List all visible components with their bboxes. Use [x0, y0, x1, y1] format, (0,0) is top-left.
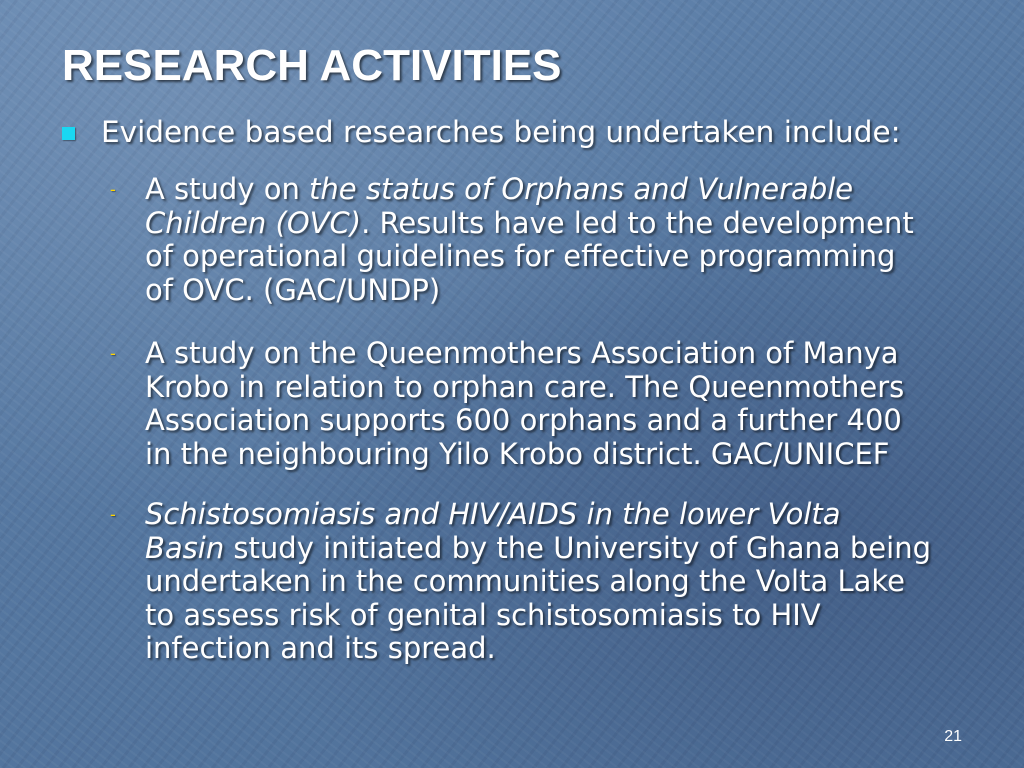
- text-run: study initiated by the University of Ghana being: [224, 530, 931, 565]
- text-run: in the neighbouring Yilo Krobo district. GAC/UNICEF: [145, 436, 890, 471]
- text-run: A study on: [145, 172, 310, 206]
- text-line: [145, 207, 995, 241]
- text-line: [145, 599, 995, 633]
- text-run: of OVC. (GAC/UNDP): [145, 272, 441, 307]
- text-line: [145, 240, 995, 274]
- text-line: [145, 438, 995, 472]
- text-line: [145, 404, 995, 438]
- dash-bullet-icon: -: [110, 344, 116, 363]
- italic-text-run: Schistosomiasis and HIV/AIDS in the lower Volta: [145, 497, 841, 531]
- text-line: [145, 532, 995, 566]
- text-run: of operational guidelines for effective programming: [145, 239, 896, 273]
- text-line: [145, 337, 995, 371]
- dash-bullet-icon: -: [110, 180, 116, 199]
- sub-bullet-text: [145, 173, 995, 307]
- text-line: [145, 565, 995, 599]
- text-line: [145, 274, 995, 308]
- main-bullet-text: Evidence based researches being undertaken include:: [101, 115, 901, 149]
- text-line: [145, 173, 995, 207]
- square-bullet-icon: [62, 127, 75, 140]
- sub-bullet-text: [145, 498, 995, 666]
- text-line: [145, 371, 995, 405]
- dash-bullet-icon: -: [110, 505, 116, 524]
- text-run: . Results have led to the development: [361, 205, 914, 240]
- italic-text-run: the status of Orphans and Vulnerable: [309, 172, 854, 206]
- text-run: Krobo in relation to orphan care. The Queenmothers: [145, 369, 905, 404]
- text-run: to assess risk of genital schistosomiasis to HIV: [145, 597, 821, 632]
- text-line: [145, 498, 995, 532]
- page-number: 21: [944, 728, 962, 745]
- text-line: [145, 632, 995, 666]
- text-run: Association supports 600 orphans and a further 400: [145, 403, 902, 437]
- slide-title: RESEARCH ACTIVITIES: [62, 41, 562, 90]
- italic-text-run: Basin: [145, 530, 225, 565]
- sub-bullet-text: [145, 337, 995, 471]
- text-run: undertaken in the communities along the Volta Lake: [145, 564, 906, 598]
- text-run: infection and its spread.: [145, 631, 496, 665]
- italic-text-run: Children (OVC): [145, 205, 362, 240]
- text-run: A study on the Queenmothers Association of Manya: [145, 336, 899, 370]
